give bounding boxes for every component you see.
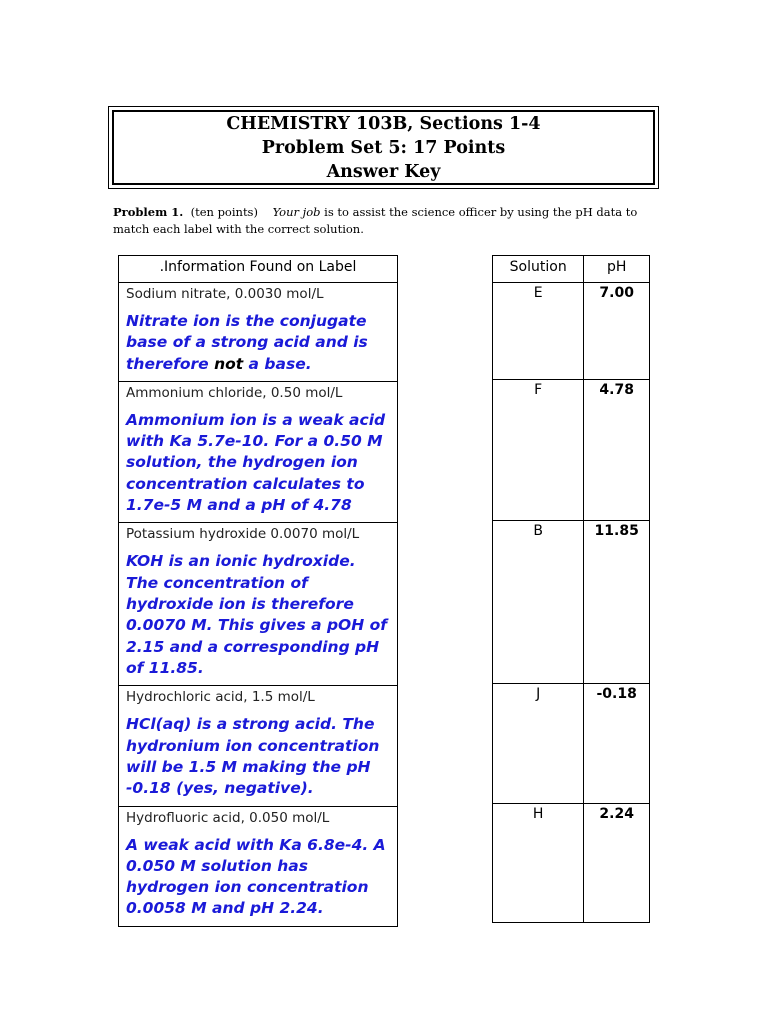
ph-value: 4.78: [584, 380, 650, 521]
label-info-table: [118, 255, 398, 927]
answer-note: Nitrate ion is the conjugate base of a strong acid and is therefore not a base.: [126, 312, 368, 373]
title-box-inner: [112, 110, 655, 185]
title-box: [108, 106, 659, 189]
table-row: [119, 523, 398, 686]
result-header-row: [493, 256, 650, 283]
course-title: CHEMISTRY 103B, Sections 1-4: [226, 113, 541, 134]
table-row: [493, 380, 650, 521]
table-row: [493, 804, 650, 923]
ph-value: 2.24: [584, 804, 650, 923]
answer-note: KOH is an ionic hydroxide. The concentration of hydroxide ion is therefore 0.0070 M. This gives a pOH of 2.15 and a corresponding pH of 11.85.: [126, 552, 387, 677]
table-row: [119, 686, 398, 806]
table-row: [119, 806, 398, 926]
solution-label: Hydrofluoric acid, 0.050 mol/L: [126, 809, 330, 826]
table-row: [493, 684, 650, 804]
solution-letter: E: [493, 283, 584, 380]
solution-letter: B: [493, 521, 584, 684]
table-row: [493, 521, 650, 684]
solution-label: Ammonium chloride, 0.50 mol/L: [126, 384, 343, 401]
solution-letter: F: [493, 380, 584, 521]
answer-note: Ammonium ion is a weak acid with Ka 5.7e-10. For a 0.50 M solution, the hydrogen ion concentration calculates to 1.7e-5 M and a pH of 4.78: [126, 410, 386, 515]
ph-value: 11.85: [584, 521, 650, 684]
problem-points: (ten points): [190, 205, 258, 219]
answer-note: HCl(aq) is a strong acid. The hydronium ion concentration will be 1.5 M making the pH -0.18 (yes, negative).: [126, 715, 380, 798]
info-cell: [119, 686, 398, 806]
ph-value: -0.18: [584, 684, 650, 804]
answer-note: A weak acid with Ka 6.8e-4. A 0.050 M solution has hydrogen ion concentration 0.0058 M and pH 2.24.: [126, 835, 386, 918]
info-column-header: .Information Found on Label: [119, 256, 398, 283]
problem-instructions: is to assist the science officer by using the pH data to match each label with the correct solution.: [113, 205, 638, 236]
solution-label: Sodium nitrate, 0.0030 mol/L: [126, 286, 324, 302]
info-cell: [119, 523, 398, 686]
problem-intro: [113, 204, 653, 238]
info-header-row: [119, 256, 398, 283]
info-cell: [119, 283, 398, 382]
emphasis-not: not: [214, 354, 244, 373]
solution-label: Hydrochloric acid, 1.5 mol/L: [126, 689, 315, 706]
problem-set-title: Problem Set 5: 17 Points: [261, 137, 506, 158]
ph-column-header: pH: [584, 256, 650, 283]
problem-number: Problem 1.: [113, 205, 184, 219]
table-row: [493, 283, 650, 380]
answer-key-title: Answer Key: [326, 161, 441, 182]
ph-value: 7.00: [584, 283, 650, 380]
solution-column-header: Solution: [493, 256, 584, 283]
solution-label: Potassium hydroxide 0.0070 mol/L: [126, 526, 360, 543]
your-job-text: Your job: [272, 205, 321, 219]
info-cell: [119, 806, 398, 926]
table-row: [119, 381, 398, 522]
table-row: [119, 283, 398, 382]
info-cell: [119, 381, 398, 522]
solution-letter: H: [493, 804, 584, 923]
result-table: [492, 255, 650, 923]
solution-letter: J: [493, 684, 584, 804]
